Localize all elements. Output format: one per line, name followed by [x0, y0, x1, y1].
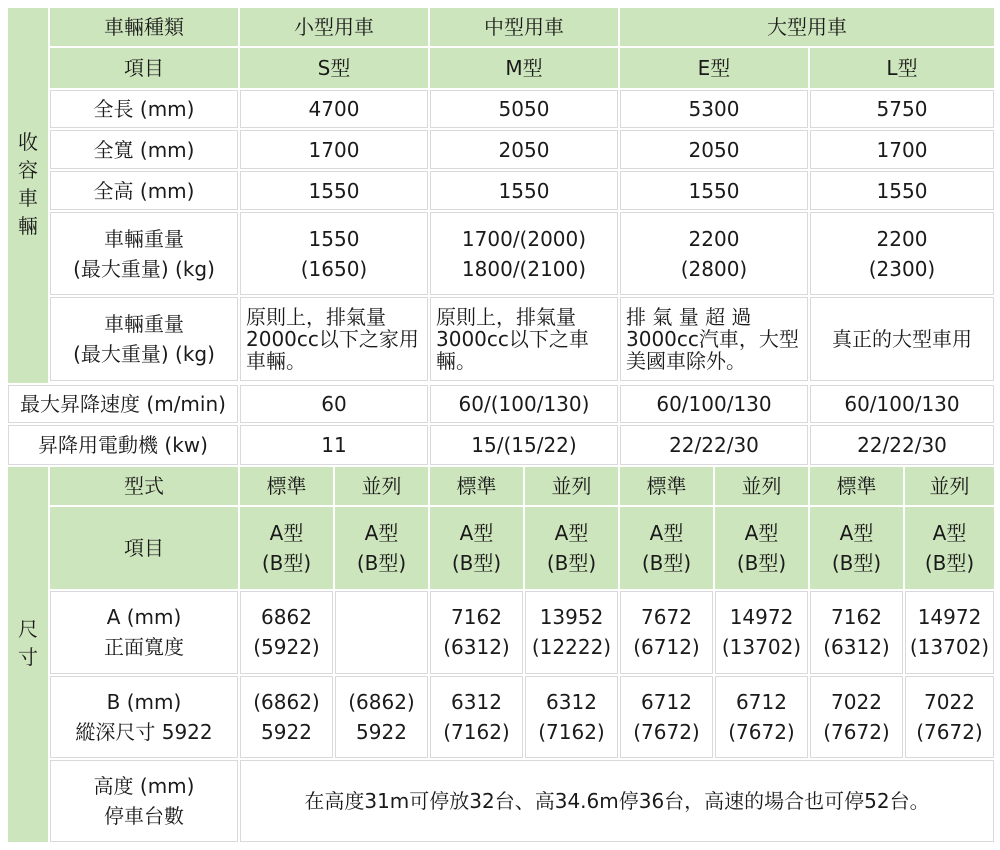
table-cell: 6312 (7162)	[524, 675, 619, 759]
table-row	[7, 424, 995, 466]
row-label: 高度 (mm) 停車台數	[49, 759, 239, 843]
row-label: B (mm) 縱深尺寸 5922	[49, 675, 239, 759]
table-cell: 2200 (2800)	[619, 211, 809, 295]
table-cell: 1550 (1650)	[239, 211, 429, 295]
table-cell: 1550	[619, 170, 809, 211]
table-cell: 11	[239, 424, 429, 466]
table-cell	[809, 296, 995, 382]
row-label: 全高 (mm)	[49, 170, 239, 211]
row-label: A (mm) 正面寬度	[49, 590, 239, 674]
table-cell: 60	[239, 384, 429, 424]
standard-header: 標準	[239, 466, 334, 506]
table-cell: 14972 (13702)	[904, 590, 995, 674]
row-label: 全寬 (mm)	[49, 129, 239, 170]
table-row	[7, 759, 995, 843]
standard-header: 標準	[429, 466, 524, 506]
table-row	[7, 384, 995, 424]
ab-type-header: A型 (B型)	[524, 506, 619, 590]
note-text: 真正的大型車用	[832, 326, 972, 351]
table-cell: (6862) 5922	[239, 675, 334, 759]
ab-type-header: A型 (B型)	[714, 506, 809, 590]
table-row	[7, 590, 995, 674]
table-cell: 7022 (7672)	[904, 675, 995, 759]
table-cell: 1550	[239, 170, 429, 211]
table-cell: 13952 (12222)	[524, 590, 619, 674]
table-cell: 1700	[809, 129, 995, 170]
table-cell	[619, 296, 809, 382]
table-cell: 5750	[809, 89, 995, 129]
table-row	[7, 296, 995, 382]
type-e-header: E型	[619, 47, 809, 89]
note-text: 原則上，排氣量3000cc以下之車輛。	[436, 304, 589, 373]
table-cell: 2200 (2300)	[809, 211, 995, 295]
table-cell: 5050	[429, 89, 619, 129]
table-cell: 22/22/30	[619, 424, 809, 466]
row-label: 昇降用電動機 (kw)	[7, 424, 239, 466]
standard-header: 標準	[809, 466, 904, 506]
row-label: 最大昇降速度 (m/min)	[7, 384, 239, 424]
table-row	[7, 675, 995, 759]
standard-header: 標準	[619, 466, 714, 506]
type-l-header: L型	[809, 47, 995, 89]
table-cell: 60/100/130	[619, 384, 809, 424]
item-header: 項目	[49, 506, 239, 590]
large-car-header: 大型用車	[619, 7, 995, 47]
medium-car-header: 中型用車	[429, 7, 619, 47]
table-row	[7, 129, 995, 170]
table-cell: 1700/(2000) 1800/(2100)	[429, 211, 619, 295]
parallel-header: 並列	[334, 466, 429, 506]
table-cell: 1700	[239, 129, 429, 170]
table-cell: 7672 (6712)	[619, 590, 714, 674]
table-cell	[429, 296, 619, 382]
row-label: 全長 (mm)	[49, 89, 239, 129]
small-car-header: 小型用車	[239, 7, 429, 47]
table-cell: 6712 (7672)	[619, 675, 714, 759]
table-row	[7, 170, 995, 211]
table-cell: 7162 (6312)	[429, 590, 524, 674]
ab-type-header: A型 (B型)	[334, 506, 429, 590]
row-label: 車輛重量 (最大重量) (kg)	[49, 211, 239, 295]
table-cell: 2050	[429, 129, 619, 170]
ab-type-header: A型 (B型)	[619, 506, 714, 590]
table-cell: 1550	[809, 170, 995, 211]
table-cell: 60/100/130	[809, 384, 995, 424]
note-text: 排 氣 量 超 過3000cc汽車，大型美國車除外。	[626, 304, 799, 373]
table-row	[7, 89, 995, 129]
row-label: 車輛重量 (最大重量) (kg)	[49, 296, 239, 382]
table-cell: 14972 (13702)	[714, 590, 809, 674]
table-cell: 7022 (7672)	[809, 675, 904, 759]
parking-spec-table	[6, 6, 996, 844]
table-cell	[239, 296, 429, 382]
table-cell: 6312 (7162)	[429, 675, 524, 759]
ab-type-header: A型 (B型)	[809, 506, 904, 590]
table-cell: 6712 (7672)	[714, 675, 809, 759]
section-vehicle-label: 收 容 車 輛	[7, 7, 49, 384]
parallel-header: 並列	[714, 466, 809, 506]
note-text: 原則上，排氣量2000cc以下之家用車輛。	[246, 304, 419, 373]
table-cell: 4700	[239, 89, 429, 129]
type-m-header: M型	[429, 47, 619, 89]
table-cell: 7162 (6312)	[809, 590, 904, 674]
capacity-note: 在高度31m可停放32台、高34.6m停36台，高速的場合也可停52台。	[239, 759, 995, 843]
parallel-header: 並列	[524, 466, 619, 506]
table-cell: 6862 (5922)	[239, 590, 334, 674]
ab-type-header: A型 (B型)	[239, 506, 334, 590]
table-cell	[334, 590, 429, 674]
section-dimension-label: 尺 寸	[7, 466, 49, 843]
ab-type-header: A型 (B型)	[429, 506, 524, 590]
type-s-header: S型	[239, 47, 429, 89]
table-cell: 60/(100/130)	[429, 384, 619, 424]
ab-type-header: A型 (B型)	[904, 506, 995, 590]
parallel-header: 並列	[904, 466, 995, 506]
table-cell: 5300	[619, 89, 809, 129]
table-cell: 22/22/30	[809, 424, 995, 466]
category-header: 車輛種類	[49, 7, 239, 47]
table-cell: (6862) 5922	[334, 675, 429, 759]
item-header: 項目	[49, 47, 239, 89]
table-cell: 1550	[429, 170, 619, 211]
table-cell: 15/(15/22)	[429, 424, 619, 466]
table-cell: 2050	[619, 129, 809, 170]
type-header: 型式	[49, 466, 239, 506]
table-row	[7, 211, 995, 295]
